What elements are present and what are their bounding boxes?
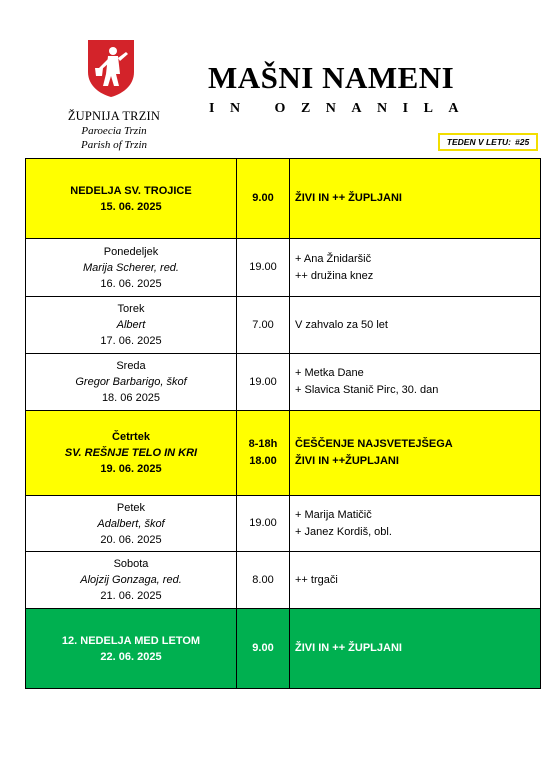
- parish-name-english: Parish of Trzin: [80, 139, 148, 151]
- intention: ČEŠČENJE NAJSVETEJŠEGA: [295, 438, 453, 450]
- mass-time: 19.00: [249, 517, 277, 529]
- day-name: NEDELJA SV. TROJICE: [70, 184, 192, 197]
- day-cell: [26, 354, 237, 411]
- mass-time: 8.00: [252, 573, 274, 586]
- table-row: [26, 297, 541, 354]
- intention-cell: [290, 552, 541, 609]
- time-cell: [237, 354, 290, 411]
- day-saint: Alojzij Gonzaga, red.: [80, 574, 182, 586]
- day-saint: Marija Scherer, red.: [83, 261, 179, 274]
- time-cell: [237, 159, 290, 239]
- intention-cell: [290, 411, 541, 496]
- day-saint: Gregor Barbarigo, škof: [75, 376, 187, 388]
- table-row: [26, 354, 541, 411]
- day-date: 20. 06. 2025: [100, 533, 162, 546]
- week-number: #25: [515, 137, 530, 147]
- day-name: Četrtek: [112, 431, 150, 443]
- intention: ŽIVI IN ++ ŽUPLJANI: [295, 192, 402, 204]
- day-date: 21. 06. 2025: [100, 590, 162, 602]
- day-name: 12. NEDELJA MED LETOM: [61, 634, 201, 647]
- intention: + Janez Kordiš, obl.: [295, 525, 392, 538]
- intention-cell: [290, 609, 541, 689]
- intention: + Metka Dane: [295, 367, 364, 379]
- day-date: 15. 06. 2025: [100, 200, 162, 213]
- intention: + Ana Žnidaršič: [295, 252, 372, 265]
- day-name: Ponedeljek: [103, 245, 159, 258]
- mass-time: 7.00: [252, 318, 274, 331]
- parish-crest-logo: [86, 38, 136, 98]
- table-row: [26, 496, 541, 552]
- intention-cell: [290, 354, 541, 411]
- table-row: [26, 239, 541, 297]
- table-row: [26, 552, 541, 609]
- day-name: Sreda: [116, 360, 146, 372]
- time-cell: [237, 609, 290, 689]
- week-label: TEDEN V LETU:: [446, 137, 512, 147]
- day-cell: [26, 159, 237, 239]
- day-date: 22. 06. 2025: [100, 650, 162, 663]
- mass-time: 8-18h: [248, 438, 278, 450]
- intention: ŽIVI IN ++ ŽUPLJANI: [295, 642, 402, 654]
- time-cell: [237, 239, 290, 297]
- day-cell: [26, 609, 237, 689]
- intention: + Marija Matičič: [295, 508, 372, 521]
- day-cell: [26, 496, 237, 552]
- intention: + Slavica Stanič Pirc, 30. dan: [295, 384, 439, 396]
- day-date: 17. 06. 2025: [100, 335, 162, 347]
- mass-time: 19.00: [249, 261, 277, 273]
- page-title: MAŠNI NAMENI: [208, 60, 455, 95]
- time-cell: [237, 552, 290, 609]
- day-date: 16. 06. 2025: [100, 277, 162, 290]
- intention-cell: [290, 496, 541, 552]
- mass-time: 9.00: [252, 642, 274, 654]
- intention: ++ družina knez: [295, 269, 374, 282]
- intention-cell: [290, 159, 541, 239]
- time-cell: [237, 411, 290, 496]
- table-row: [26, 159, 541, 239]
- table-row: [26, 411, 541, 496]
- day-date: 19. 06. 2025: [100, 463, 162, 475]
- page-subtitle: IN OZNANILA: [209, 101, 475, 116]
- day-date: 18. 06 2025: [101, 392, 161, 404]
- parish-name: ŽUPNIJA TRZIN: [67, 109, 161, 123]
- day-saint: SV. REŠNJE TELO IN KRI: [64, 447, 198, 459]
- time-cell: [237, 496, 290, 552]
- mass-time: 9.00: [252, 192, 274, 204]
- intention-cell: [290, 297, 541, 354]
- day-cell: [26, 239, 237, 297]
- mass-intentions-table: [25, 158, 541, 689]
- day-cell: [26, 297, 237, 354]
- day-saint: Albert: [116, 319, 146, 331]
- mass-time: 18.00: [249, 455, 277, 467]
- table-row: [26, 609, 541, 689]
- intention: V zahvalo za 50 let: [295, 318, 388, 331]
- week-of-year-badge: [438, 133, 538, 151]
- mass-time: 19.00: [249, 375, 277, 388]
- day-cell: [26, 411, 237, 496]
- time-cell: [237, 297, 290, 354]
- day-name: Sobota: [113, 558, 149, 570]
- day-saint: Adalbert, škof: [97, 517, 165, 530]
- parish-name-latin: Paroecia Trzin: [81, 125, 147, 137]
- day-name: Petek: [116, 501, 146, 514]
- intention: ŽIVI IN ++ŽUPLJANI: [295, 455, 399, 467]
- day-cell: [26, 552, 237, 609]
- intention-cell: [290, 239, 541, 297]
- intention: ++ trgači: [295, 573, 338, 586]
- day-name: Torek: [117, 303, 145, 315]
